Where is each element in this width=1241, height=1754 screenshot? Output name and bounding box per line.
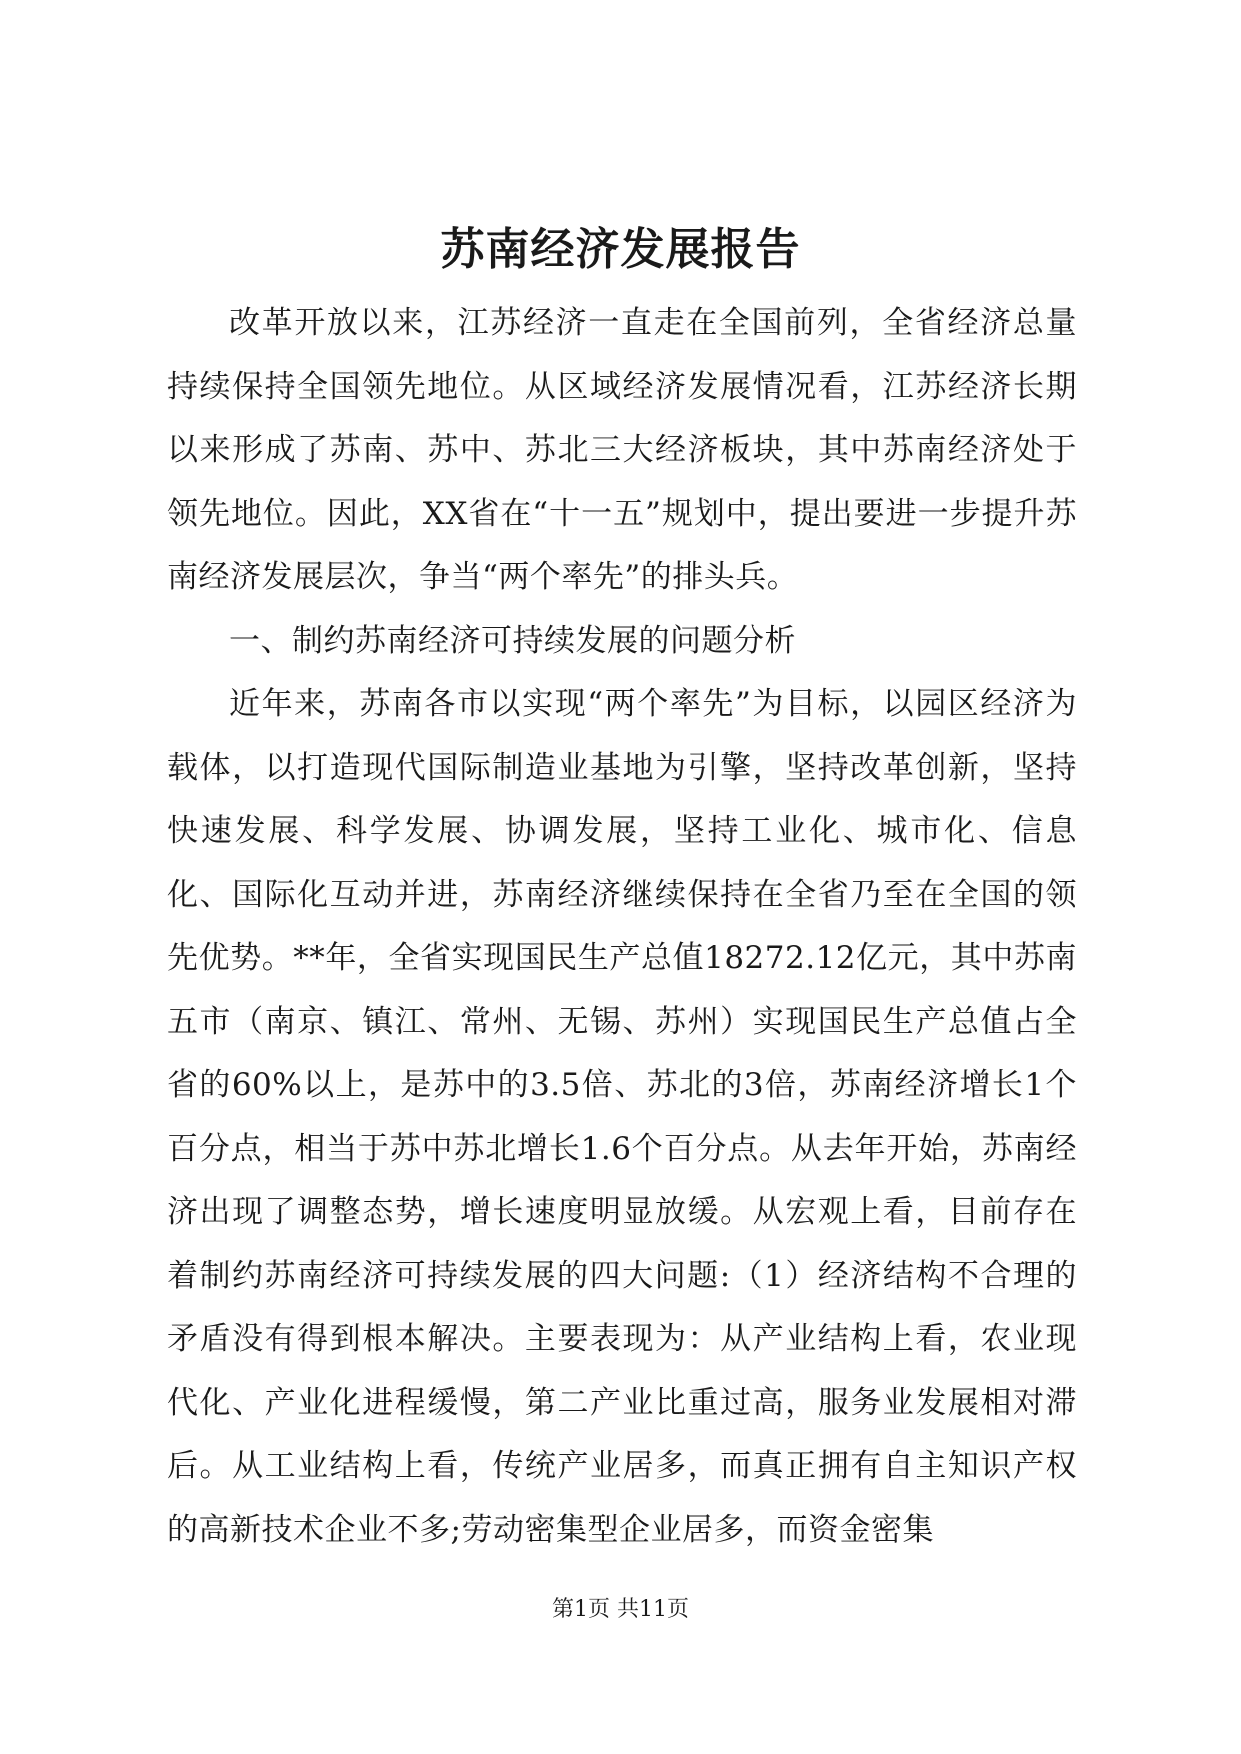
page-footer [0, 1595, 1241, 1625]
document-title: 苏南经济发展报告 [440, 224, 801, 275]
intro-paragraph: 改革开放以来，江苏经济一直走在全国前列，全省经济总量持续保持全国领先地位。从区域经济发展情况看，江苏经济长期以来形成了苏南、苏中、苏北三大经济板块，其中苏南经济处于领先地位。因此，XX省在“十一五”规划中，提出要进一步提升苏南经济发展层次，争当“两个率先”的排头兵。 [167, 305, 1077, 595]
page-number-label: 第1页 共11页 [552, 1597, 689, 1622]
analysis-paragraph: 近年来，苏南各市以实现“两个率先”为目标，以园区经济为载体，以打造现代国际制造业基地为引擎，坚持改革创新，坚持快速发展、科学发展、协调发展，坚持工业化、城市化、信息化、国际化互动并进，苏南经济继续保持在全省乃至在全国的领先优势。**年，全省实现国民生产总值18272.12亿元，其中苏南五市（南京、镇江、常州、无锡、苏州）实现国民生产总值占全省的60%以上，是苏中的3.5倍、苏北的3倍，苏南经济增长1个百分点，相当于苏中苏北增长1.6个百分点。从去年开始，苏南经济出现了调整态势，增长速度明显放缓。从宏观上看，目前存在着制约苏南经济可持续发展的四大问题:（1）经济结构不合理的矛盾没有得到根本解决。主要表现为：从产业结构上看，农业现代化、产业化进程缓慢，第二产业比重过高，服务业发展相对滞后。从工业结构上看，传统产业居多，而真正拥有自主知识产权的高新技术企业不多;劳动密集型企业居多，而资金密集 [167, 686, 1077, 1548]
document-body [167, 292, 1077, 1562]
section-heading: 一、制约苏南经济可持续发展的问题分析 [229, 622, 796, 659]
